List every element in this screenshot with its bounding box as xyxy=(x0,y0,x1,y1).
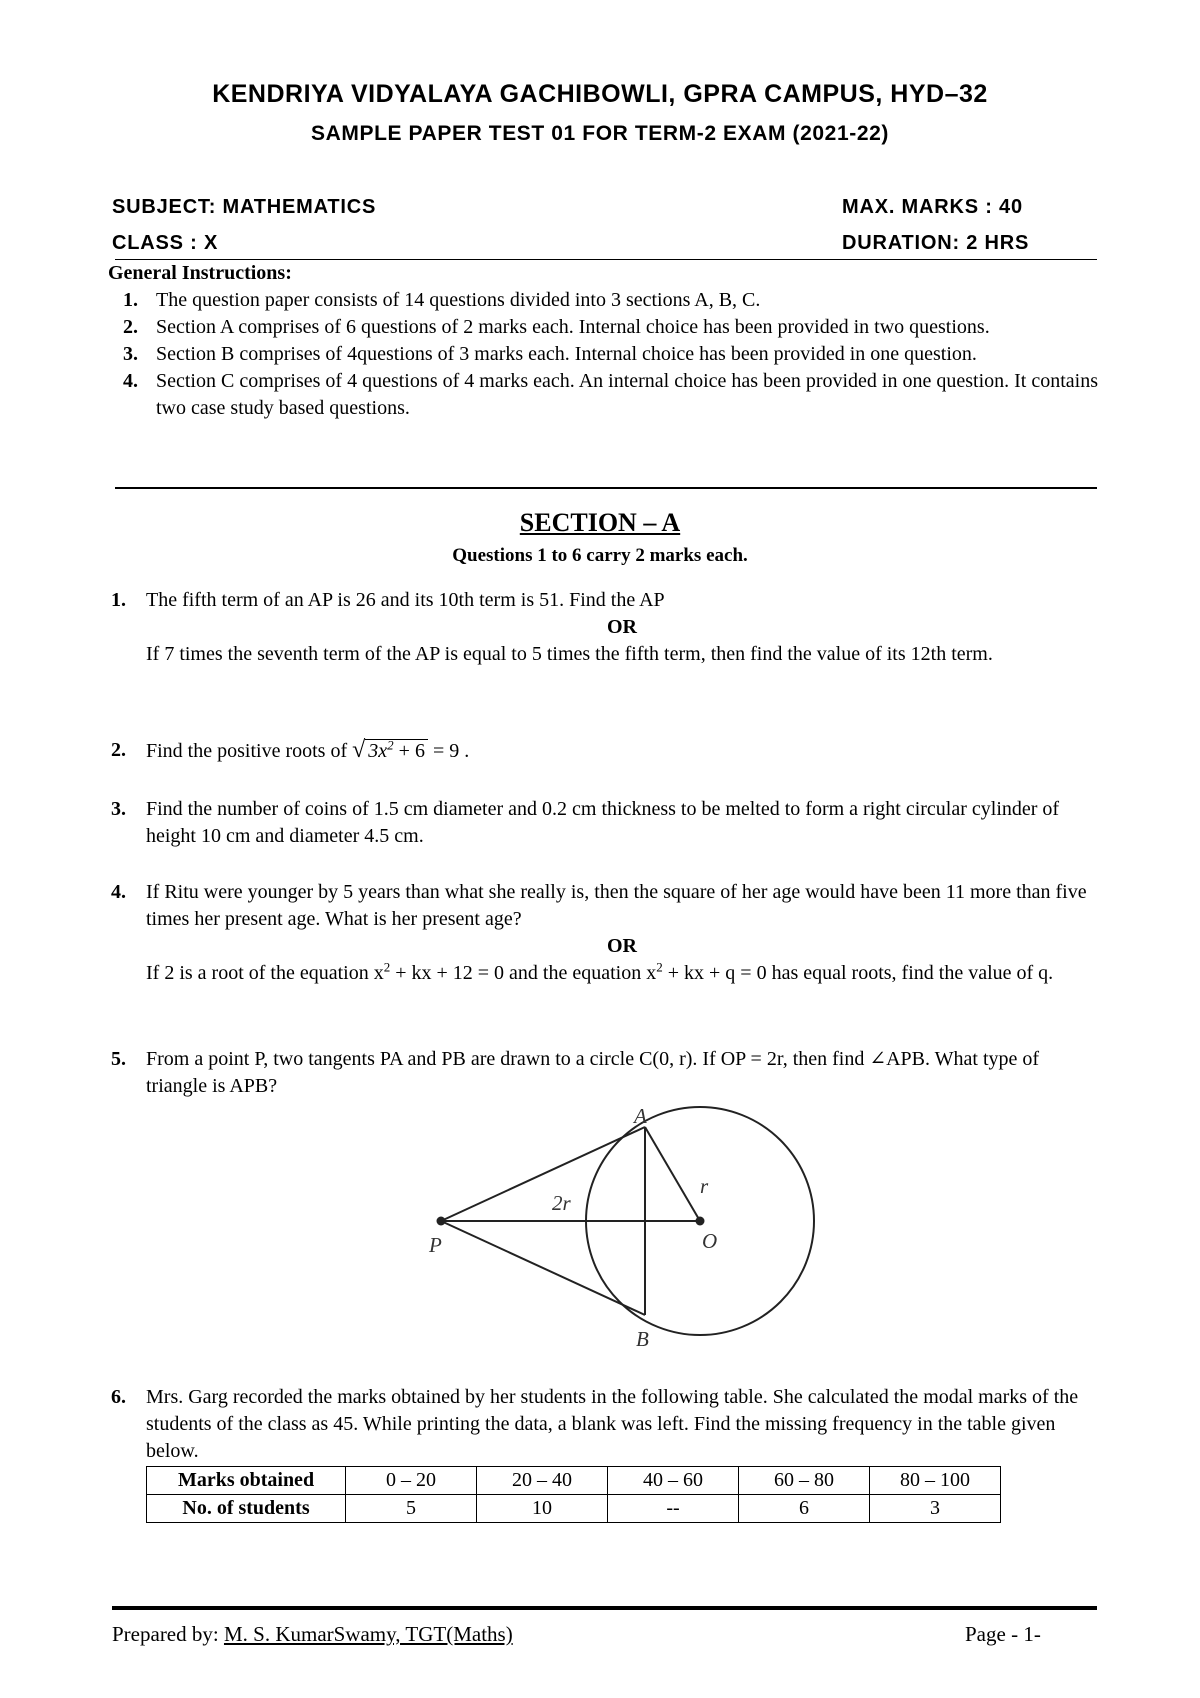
question-number: 4. xyxy=(111,881,126,903)
footer-divider xyxy=(112,1606,1097,1610)
instruction-number: 3. xyxy=(123,343,138,365)
question-text: Find the number of coins of 1.5 cm diameter and 0.2 cm thickness to be melted to form a right circular cylinder of height 10 cm and diameter 4.5 cm. xyxy=(146,798,1060,847)
question-text: Find the positive roots of xyxy=(146,740,353,762)
instruction-number: 1. xyxy=(123,289,138,311)
instruction-number: 2. xyxy=(123,316,138,338)
question-6 xyxy=(108,1384,1098,1465)
radicand-term: 3x xyxy=(368,740,388,762)
question-alt-text: If 7 times the seventh term of the AP is equal to 5 times the fifth term, then find the value of its 12th term. xyxy=(146,643,993,665)
table-row xyxy=(147,1467,1001,1495)
or-label: OR xyxy=(607,935,637,957)
instruction-text: Section C comprises of 4 questions of 4 marks each. An internal choice has been provided in one question. It contains two case study based questions. xyxy=(156,370,1099,419)
label-p: P xyxy=(429,1233,442,1257)
author-name: M. S. KumarSwamy, TGT(Maths) xyxy=(223,1622,513,1646)
point-p xyxy=(437,1217,446,1226)
question-text: Mrs. Garg recorded the marks obtained by her students in the following table. She calculated the modal marks of the students of the class as 45. While printing the data, a blank was left. Find the missing frequency in the table given below. xyxy=(146,1386,1079,1462)
section-subtitle: Questions 1 to 6 carry 2 marks each. xyxy=(452,545,748,566)
table-header-cell: Marks obtained xyxy=(147,1467,346,1495)
page-number: Page - 1- xyxy=(965,1622,1041,1646)
question-number: 3. xyxy=(111,798,126,820)
table-cell: -- xyxy=(608,1495,739,1523)
alt-text-part: + kx + 12 = 0 and the equation x xyxy=(390,962,657,984)
question-number: 6. xyxy=(111,1386,126,1408)
table-cell: 3 xyxy=(870,1495,1001,1523)
tangent-pa xyxy=(441,1127,645,1221)
marks-frequency-table xyxy=(146,1466,1001,1523)
label-r: r xyxy=(700,1174,709,1198)
radius-oa xyxy=(645,1127,700,1221)
tangent-pb xyxy=(441,1221,645,1315)
duration-label: DURATION: 2 HRS xyxy=(842,232,1030,254)
radicand-constant: + 6 xyxy=(393,740,425,762)
class-label: CLASS : X xyxy=(112,232,219,254)
instructions-title: General Instructions: xyxy=(108,262,292,284)
radical-sign: √ xyxy=(352,737,366,763)
point-o xyxy=(696,1217,705,1226)
question-number: 5. xyxy=(111,1048,126,1070)
alt-text-part: + kx + q = 0 has equal roots, find the value of q. xyxy=(662,962,1054,984)
question-text-end: = 9 . xyxy=(427,740,470,762)
table-header-cell: No. of students xyxy=(147,1495,346,1523)
label-b: B xyxy=(636,1327,649,1351)
instruction-number: 4. xyxy=(123,370,138,392)
table-cell: 5 xyxy=(346,1495,477,1523)
table-cell: 40 – 60 xyxy=(608,1467,739,1495)
max-marks-label: MAX. MARKS : 40 xyxy=(842,196,1023,218)
question-text: If Ritu were younger by 5 years than what she really is, then the square of her age would have been 11 more than five times her present age. What is her present age? xyxy=(146,881,1087,930)
subject-label: SUBJECT: MATHEMATICS xyxy=(112,196,377,218)
label-2r: 2r xyxy=(552,1191,571,1215)
instruction-text: Section A comprises of 6 questions of 2 marks each. Internal choice has been provided in two questions. xyxy=(156,316,990,338)
school-name: KENDRIYA VIDYALAYA GACHIBOWLI, GPRA CAMPUS, HYD–32 xyxy=(212,80,988,108)
or-label: OR xyxy=(607,616,637,638)
label-o: O xyxy=(702,1229,718,1253)
test-title: SAMPLE PAPER TEST 01 FOR TERM-2 EXAM (2021-22) xyxy=(311,122,889,145)
question-text: From a point P, two tangents PA and PB are drawn to a circle C(0, r). If OP = 2r, then find ∠APB. What type of triangle is APB? xyxy=(146,1048,1040,1097)
exponent: 2 xyxy=(387,737,394,753)
exponent: 2 xyxy=(656,959,663,975)
table-cell: 6 xyxy=(739,1495,870,1523)
table-cell: 60 – 80 xyxy=(739,1467,870,1495)
instruction-text: The question paper consists of 14 questions divided into 3 sections A, B, C. xyxy=(156,289,761,311)
instruction-text: Section B comprises of 4questions of 3 marks each. Internal choice has been provided in one question. xyxy=(156,343,977,365)
alt-text-part: If 2 is a root of the equation x xyxy=(146,962,384,984)
footer-prepared-by xyxy=(112,1622,513,1647)
question-number: 1. xyxy=(111,589,126,611)
question-text: The fifth term of an AP is 26 and its 10th term is 51. Find the AP xyxy=(146,589,665,611)
question-number: 2. xyxy=(111,739,126,761)
label-a: A xyxy=(634,1104,647,1128)
table-cell: 0 – 20 xyxy=(346,1467,477,1495)
table-row xyxy=(147,1495,1001,1523)
section-title: SECTION – A xyxy=(519,508,681,537)
prepared-by-label: Prepared by: xyxy=(112,1622,224,1646)
table-cell: 10 xyxy=(477,1495,608,1523)
exponent: 2 xyxy=(383,959,391,975)
table-cell: 20 – 40 xyxy=(477,1467,608,1495)
table-cell: 80 – 100 xyxy=(870,1467,1001,1495)
